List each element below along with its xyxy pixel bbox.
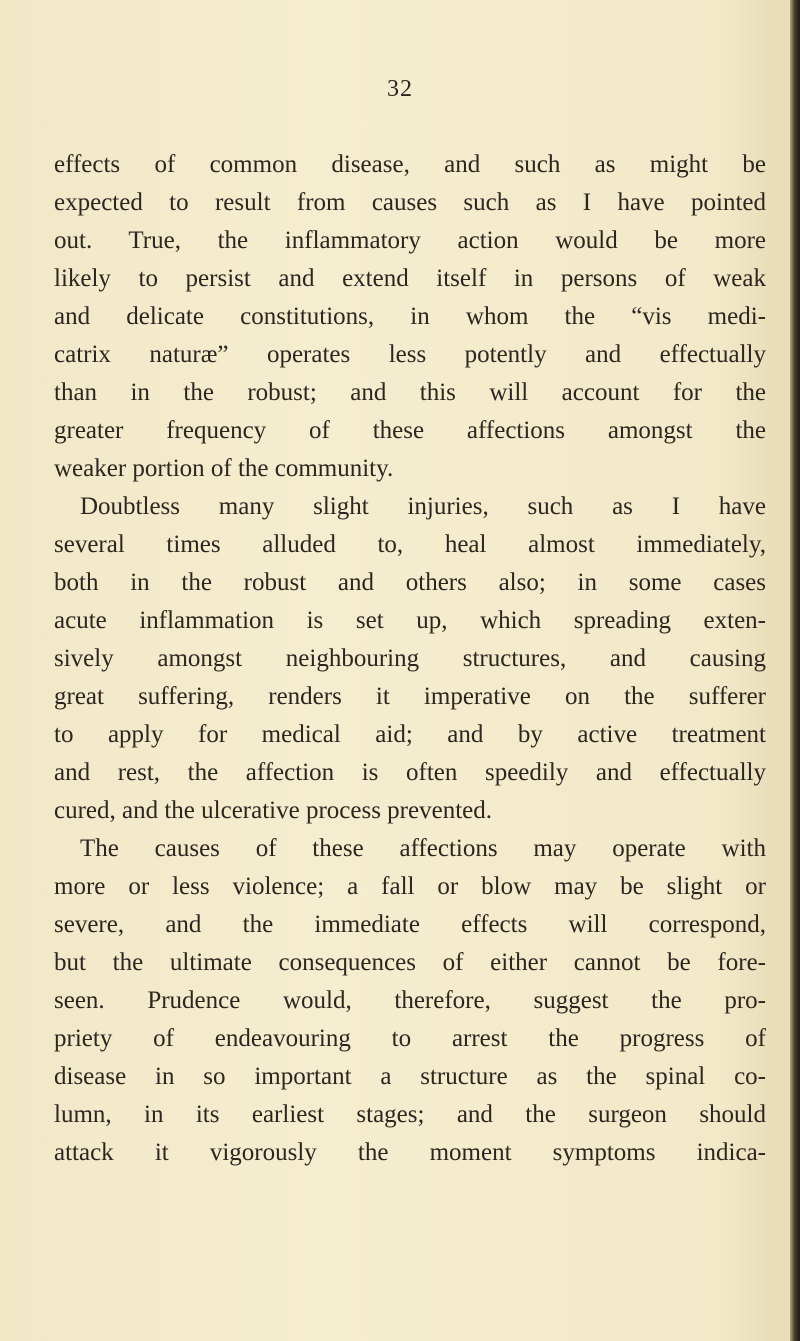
text-line: out. True, the inflammatory action would be more	[54, 227, 766, 254]
text-line: severe, and the immediate effects will correspond,	[54, 911, 766, 938]
text-line: and rest, the affection is often speedily and effectually	[54, 759, 766, 786]
text-line: more or less violence; a fall or blow may be slight or	[54, 873, 766, 900]
text-line: and delicate constitutions, in whom the “vis medi-	[54, 303, 766, 330]
page-edge	[790, 0, 800, 1341]
text-line: several times alluded to, heal almost immediately,	[54, 531, 766, 558]
text-line: great suffering, renders it imperative on the sufferer	[54, 683, 766, 710]
body-text	[54, 146, 766, 1172]
text-line: The causes of these affections may operate with	[80, 835, 766, 862]
page-number: 32	[387, 76, 413, 102]
text-line: but the ultimate consequences of either cannot be fore-	[54, 949, 766, 976]
text-line: cured, and the ulcerative process prevented.	[54, 797, 492, 824]
text-line: greater frequency of these affections amongst the	[54, 417, 766, 444]
text-line: to apply for medical aid; and by active treatment	[54, 721, 766, 748]
text-line: likely to persist and extend itself in persons of weak	[54, 265, 766, 292]
text-line: priety of endeavouring to arrest the progress of	[54, 1025, 766, 1052]
text-line: effects of common disease, and such as might be	[54, 151, 766, 178]
text-line: Doubtless many slight injuries, such as I have	[80, 493, 766, 520]
text-line: disease in so important a structure as the spinal co-	[54, 1063, 766, 1090]
text-line: both in the robust and others also; in some cases	[54, 569, 766, 596]
text-line: expected to result from causes such as I have pointed	[54, 189, 766, 216]
text-line: lumn, in its earliest stages; and the surgeon should	[54, 1101, 766, 1128]
text-line: catrix naturæ” operates less potently and effectually	[54, 341, 766, 368]
text-line: than in the robust; and this will account for the	[54, 379, 766, 406]
text-line: sively amongst neighbouring structures, and causing	[54, 645, 766, 672]
text-line: seen. Prudence would, therefore, suggest the pro-	[54, 987, 766, 1014]
text-line: attack it vigorously the moment symptoms indica-	[54, 1139, 766, 1166]
text-line: acute inflammation is set up, which spreading exten-	[54, 607, 766, 634]
text-line: weaker portion of the community.	[54, 455, 394, 482]
